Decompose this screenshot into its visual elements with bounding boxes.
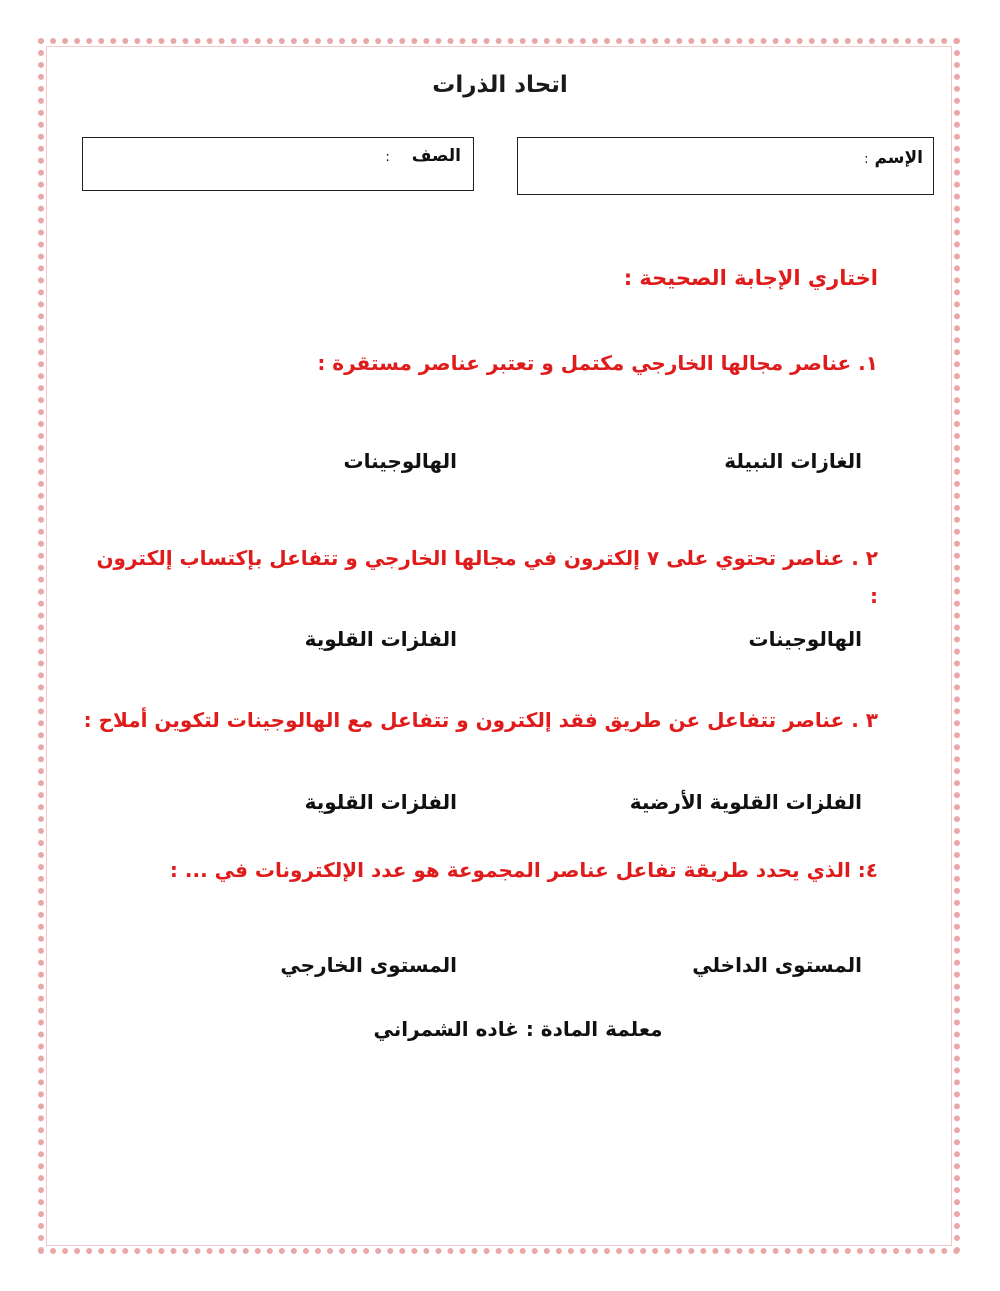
class-colon: : [385, 150, 390, 165]
name-label-text: الإسم [874, 148, 923, 168]
name-colon: : [864, 152, 869, 167]
question-4: ٤: الذي يحدد طريقة تفاعل عناصر المجموعة هو عدد الإلكترونات في ... : [169, 858, 878, 882]
question-2: ٢ . عناصر تحتوي على ٧ إلكترون في مجالها الخارجي و تتفاعل بإكتساب إلكترون [96, 546, 878, 570]
question-3-option-1[interactable]: الفلزات القلوية الأرضية [629, 790, 862, 814]
question-1-option-2[interactable]: الهالوجينات [343, 449, 457, 473]
teacher-name: معلمة المادة : غاده الشمراني [373, 1017, 663, 1041]
question-4-option-2[interactable]: المستوى الخارجي [280, 953, 457, 977]
class-label-text: الصف [411, 146, 461, 166]
question-1-option-1[interactable]: الغازات النبيلة [724, 449, 862, 473]
class-field[interactable] [82, 137, 474, 191]
name-label [864, 148, 923, 168]
worksheet-title: اتحاد الذرات [432, 72, 568, 98]
question-2-option-2[interactable]: الفلزات القلوية [304, 627, 457, 651]
question-1: ١. عناصر مجالها الخارجي مكتمل و تعتبر عناصر مستقرة : [317, 351, 878, 375]
question-3: ٣ . عناصر تتفاعل عن طريق فقد إلكترون و تتفاعل مع الهالوجينات لتكوين أملاح : [83, 708, 878, 732]
instruction-text: اختاري الإجابة الصحيحة : [623, 266, 878, 290]
question-3-option-2[interactable]: الفلزات القلوية [304, 790, 457, 814]
question-4-option-1[interactable]: المستوى الداخلي [692, 953, 862, 977]
class-label [385, 146, 461, 166]
question-2-option-1[interactable]: الهالوجينات [748, 627, 862, 651]
question-2-continuation: : [870, 584, 878, 608]
name-field[interactable] [517, 137, 934, 195]
